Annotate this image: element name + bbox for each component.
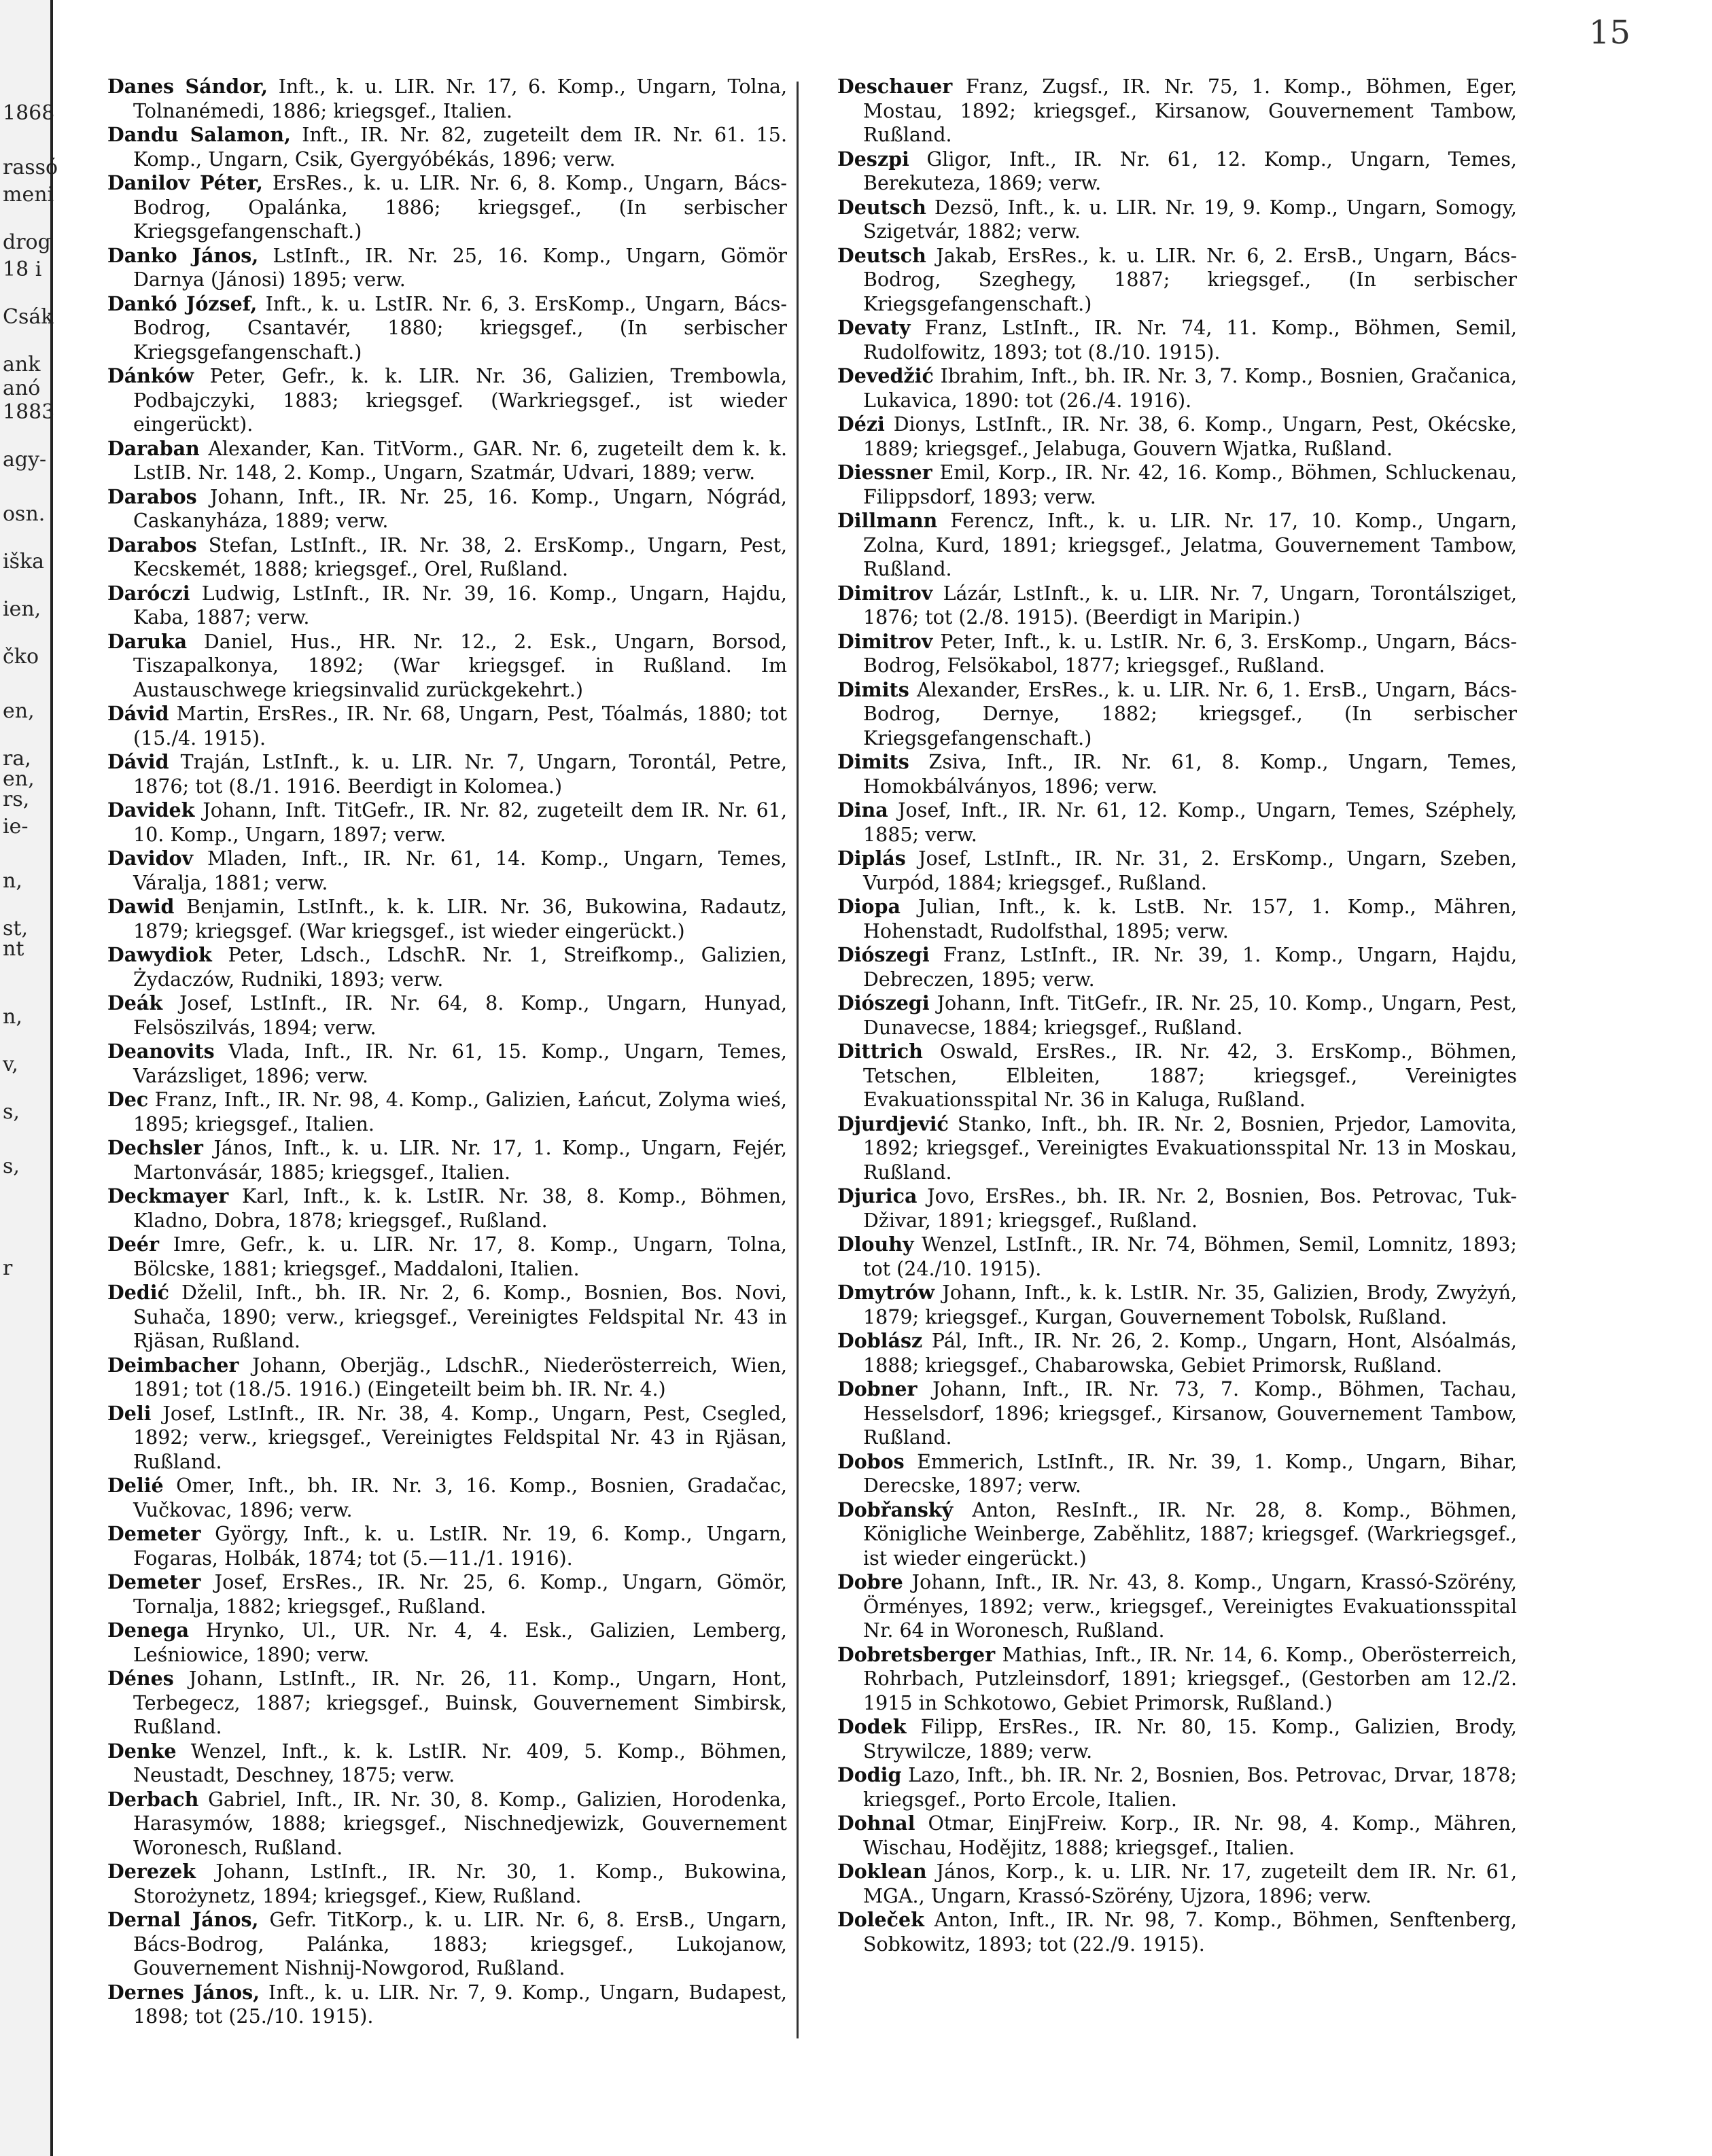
entry-details: Josef, ErsRes., IR. Nr. 25, 6. Komp., Ungarn, Gömör, Tornalja, 1882; kriegsgef., Rußland. bbox=[133, 1571, 787, 1618]
register-entry bbox=[837, 1812, 1517, 1860]
register-entry bbox=[837, 1281, 1517, 1329]
register-entry bbox=[107, 630, 787, 703]
margin-fragment: ra, bbox=[3, 747, 31, 771]
right-column bbox=[837, 75, 1517, 1956]
register-entry bbox=[837, 75, 1517, 147]
entry-details: Dezsö, Inft., k. u. LIR. Nr. 19, 9. Komp., Ungarn, Somogy, Szigetvár, 1882; verw. bbox=[863, 196, 1517, 243]
register-entry bbox=[107, 1739, 787, 1788]
register-entry bbox=[107, 123, 787, 171]
register-entry bbox=[107, 1474, 787, 1522]
entry-surname: Danes Sándor, bbox=[107, 75, 268, 98]
register-entry bbox=[837, 1184, 1517, 1233]
entry-details: Lazo, Inft., bh. IR. Nr. 2, Bosnien, Bos. Petrovac, Drvar, 1878; kriegsgef., Porto Ercole, Italien. bbox=[863, 1764, 1517, 1811]
margin-fragment: en, bbox=[3, 699, 35, 723]
entry-details: Johann, Inft., IR. Nr. 73, 7. Komp., Böhmen, Tachau, Hesselsdorf, 1896; kriegsgef., Kirsanow, Gouvernement Tambow, Rußland. bbox=[863, 1378, 1517, 1449]
entry-details: Jovo, ErsRes., bh. IR. Nr. 2, Bosnien, Bos. Petrovac, Tuk-Dživar, 1891; kriegsgef., Rußland. bbox=[863, 1185, 1517, 1232]
entry-details: Traján, LstInft., k. u. LIR. Nr. 7, Ungarn, Torontál, Petre, 1876; tot (8./1. 1916. Beerdigt in Kolomea.) bbox=[133, 751, 788, 798]
entry-surname: Deutsch bbox=[837, 243, 926, 267]
entry-details: LstInft., IR. Nr. 25, 16. Komp., Ungarn, Gömör Darnya (Jánosi) 1895; verw. bbox=[133, 244, 787, 291]
entry-details: Inft., k. u. LstIR. Nr. 6, 3. ErsKomp., Ungarn, Bács-Bodrog, Csantavér, 1880; kriegsgef., (In serbischer Kriegsgefangenschaft.) bbox=[133, 292, 787, 364]
entry-details: Johann, Oberjäg., LdschR., Niederösterreich, Wien, 1891; tot (18./5. 1916.) (Eingeteilt beim bh. IR. Nr. 4.) bbox=[133, 1354, 788, 1400]
entry-details: Peter, Inft., k. u. LstIR. Nr. 6, 3. ErsKomp., Ungarn, Bács-Bodrog, Felsökabol, 1877; kriegsgef., Rußland. bbox=[863, 630, 1517, 677]
register-entry bbox=[107, 991, 787, 1040]
entry-surname: Deutsch bbox=[837, 195, 926, 219]
entry-details: Inft., IR. Nr. 82, zugeteilt dem IR. Nr. 61. 15. Komp., Ungarn, Csik, Gyergyóbékás, 1896; verw. bbox=[133, 124, 787, 171]
margin-fragment: n, bbox=[3, 1005, 22, 1029]
entry-surname: Deák bbox=[107, 991, 163, 1014]
register-entry bbox=[107, 750, 787, 798]
entry-surname: Daruka bbox=[107, 629, 188, 653]
margin-fragment: drog bbox=[3, 230, 51, 254]
entry-details: Inft., k. u. LIR. Nr. 7, 9. Komp., Ungarn, Budapest, 1898; tot (25./10. 1915). bbox=[133, 1981, 787, 2028]
register-entry bbox=[107, 1981, 787, 2029]
entry-details: János, Korp., k. u. LIR. Nr. 17, zugeteilt dem IR. Nr. 61, MGA., Ungarn, Krassó-Szörény, Ujzora, 1896; verw. bbox=[863, 1860, 1518, 1907]
entry-surname: Dandu Salamon, bbox=[107, 123, 291, 146]
entry-surname: Darabos bbox=[107, 484, 197, 508]
entry-details: Johann, Inft., IR. Nr. 43, 8. Komp., Ungarn, Krassó-Szörény, Örményes, 1892; verw., kriegsgef., Vereinigtes Evakuationsspital Nr. 64 in Woronesch, Rußland. bbox=[863, 1571, 1517, 1642]
margin-fragment: rassó bbox=[3, 156, 58, 179]
entry-surname: Dimits bbox=[837, 677, 909, 701]
register-entry bbox=[837, 1763, 1517, 1812]
entry-surname: Doleček bbox=[837, 1908, 924, 1931]
register-entry bbox=[107, 1088, 787, 1136]
entry-details: Otmar, EinjFreiw. Korp., IR. Nr. 98, 4. Komp., Mähren, Wischau, Hodějitz, 1888; kriegsgef., Italien. bbox=[863, 1812, 1518, 1859]
entry-surname: Dobre bbox=[837, 1570, 903, 1593]
margin-fragment: n, bbox=[3, 869, 22, 893]
register-entry bbox=[107, 1788, 787, 1860]
register-entry bbox=[837, 582, 1517, 630]
register-entry bbox=[837, 1233, 1517, 1281]
register-entry bbox=[837, 1643, 1517, 1716]
entry-surname: Dimits bbox=[837, 750, 909, 773]
entry-surname: Dobos bbox=[837, 1449, 905, 1473]
entry-details: Ludwig, LstInft., IR. Nr. 39, 16. Komp., Ungarn, Hajdu, Kaba, 1887; verw. bbox=[133, 582, 787, 629]
entry-details: Dželil, Inft., bh. IR. Nr. 2, 6. Komp., Bosnien, Bos. Novi, Suhača, 1890; verw., kriegsgef., Vereinigtes Feldspital Nr. 43 in Rjäsan, Rußland. bbox=[133, 1282, 787, 1352]
entry-details: Dionys, LstInft., IR. Nr. 38, 6. Komp., Ungarn, Pest, Okécske, 1889; kriegsgef., Jelabuga, Gouvern Wjatka, Rußland. bbox=[863, 413, 1517, 460]
entry-details: Emil, Korp., IR. Nr. 42, 16. Komp., Böhmen, Schluckenau, Filippsdorf, 1893; verw. bbox=[863, 461, 1518, 508]
margin-fragment: Csák bbox=[3, 305, 54, 329]
entry-details: Omer, Inft., bh. IR. Nr. 3, 16. Komp., Bosnien, Gradačac, Vučkovac, 1896; verw. bbox=[133, 1474, 787, 1521]
entry-surname: Dimitrov bbox=[837, 629, 933, 653]
margin-fragment: čko bbox=[3, 645, 39, 669]
entry-details: Peter, Ldsch., LdschR. Nr. 1, Streifkomp., Galizien, Żydaczów, Rudniki, 1893; verw. bbox=[133, 944, 787, 991]
register-entry bbox=[837, 244, 1517, 317]
register-entry bbox=[107, 943, 787, 991]
entry-surname: Deli bbox=[107, 1401, 152, 1425]
register-entry bbox=[107, 798, 787, 847]
entry-details: Josef, LstInft., IR. Nr. 31, 2. ErsKomp., Ungarn, Szeben, Vurpód, 1884; kriegsgef., Rußland. bbox=[863, 847, 1517, 894]
entry-details: Pál, Inft., IR. Nr. 26, 2. Komp., Ungarn, Hont, Alsóalmás, 1888; kriegsgef., Chabarowska, Gebiet Primorsk, Rußland. bbox=[863, 1330, 1517, 1377]
register-entry bbox=[837, 1860, 1517, 1908]
register-entry bbox=[837, 750, 1517, 798]
entry-surname: Deanovits bbox=[107, 1040, 215, 1063]
register-entry bbox=[107, 364, 787, 437]
margin-fragment: s, bbox=[3, 1154, 20, 1178]
margin-fragment: meni bbox=[3, 183, 54, 207]
entry-details: Ibrahim, Inft., bh. IR. Nr. 3, 7. Komp., Bosnien, Gračanica, Lukavica, 1890: tot (26./4. 1916). bbox=[863, 365, 1517, 412]
entry-surname: Derezek bbox=[107, 1860, 196, 1883]
margin-fragment: ank bbox=[3, 353, 41, 376]
register-entry bbox=[837, 364, 1517, 412]
entry-details: Anton, Inft., IR. Nr. 98, 7. Komp., Böhmen, Senftenberg, Sobkowitz, 1893; tot (22./9. 1915). bbox=[863, 1909, 1517, 1956]
register-entry bbox=[837, 895, 1517, 943]
entry-details: Inft., k. u. LIR. Nr. 17, 6. Komp., Ungarn, Tolna, Tolnanémedi, 1886; kriegsgef., Italien. bbox=[133, 75, 788, 122]
register-entry bbox=[837, 630, 1517, 678]
register-entry bbox=[107, 1402, 787, 1474]
entry-surname: Diplás bbox=[837, 847, 906, 870]
entry-details: György, Inft., k. u. LstIR. Nr. 19, 6. Komp., Ungarn, Fogaras, Holbák, 1874; tot (5.—11./1. 1916). bbox=[133, 1523, 787, 1570]
entry-surname: Doblász bbox=[837, 1329, 923, 1352]
entry-surname: Dina bbox=[837, 798, 888, 821]
entry-details: Imre, Gefr., k. u. LIR. Nr. 17, 8. Komp., Ungarn, Tolna, Bölcske, 1881; kriegsgef., Maddaloni, Italien. bbox=[133, 1233, 787, 1280]
register-entry bbox=[107, 244, 787, 292]
entry-details: Josef, LstInft., IR. Nr. 38, 4. Komp., Ungarn, Pest, Csegled, 1892; verw., kriegsgef., Vereinigtes Feldspital Nr. 43 in Rjäsan, Rußland. bbox=[133, 1402, 787, 1473]
entry-surname: Dmytrów bbox=[837, 1281, 935, 1304]
entry-surname: Djurica bbox=[837, 1184, 918, 1207]
entry-details: Franz, LstInft., IR. Nr. 39, 1. Komp., Ungarn, Hajdu, Debreczen, 1895; verw. bbox=[863, 944, 1518, 991]
entry-surname: Dénes bbox=[107, 1667, 174, 1690]
entry-surname: Danilov Péter, bbox=[107, 171, 263, 194]
margin-fragment: agy- bbox=[3, 448, 47, 472]
register-entry bbox=[107, 1619, 787, 1667]
entry-surname: Dernes János, bbox=[107, 1980, 260, 2004]
margin-fragment: 1883 bbox=[3, 400, 55, 424]
page-number: 15 bbox=[1588, 14, 1630, 52]
entry-surname: Dec bbox=[107, 1088, 149, 1111]
entry-surname: Diószegi bbox=[837, 943, 930, 966]
entry-details: Julian, Inft., k. k. LstB. Nr. 157, 1. Komp., Mähren, Hohenstadt, Rudolfsthal, 1895; verw. bbox=[863, 896, 1517, 942]
entry-details: Johann, Inft. TitGefr., IR. Nr. 82, zugeteilt dem IR. Nr. 61, 10. Komp., Ungarn, 1897; verw. bbox=[133, 799, 787, 846]
entry-surname: Diessner bbox=[837, 461, 932, 484]
entry-details: Alexander, Kan. TitVorm., GAR. Nr. 6, zugeteilt dem k. k. LstIB. Nr. 148, 2. Komp., Ungarn, Szatmár, Udvari, 1889; verw. bbox=[133, 437, 787, 484]
column-divider bbox=[797, 82, 799, 2038]
margin-fragment: ien, bbox=[3, 597, 41, 621]
register-entry bbox=[107, 702, 787, 750]
entry-surname: Dobřanský bbox=[837, 1498, 954, 1521]
register-entry bbox=[837, 798, 1517, 847]
margin-fragment: anó bbox=[3, 376, 41, 400]
register-entry bbox=[107, 895, 787, 943]
entry-surname: Davidek bbox=[107, 798, 195, 821]
entry-details: Stefan, LstInft., IR. Nr. 38, 2. ErsKomp., Ungarn, Pest, Kecskemét, 1888; kriegsgef., Orel, Rußland. bbox=[133, 533, 788, 580]
register-entry bbox=[837, 509, 1517, 582]
register-entry bbox=[107, 1233, 787, 1281]
entry-details: Anton, ResInft., IR. Nr. 28, 8. Komp., Böhmen, Königliche Weinberge, Zaběhlitz, 1887; kriegsgef. (Warkriegsgef., ist wieder eingerückt.) bbox=[863, 1498, 1518, 1570]
entry-details: Josef, Inft., IR. Nr. 61, 12. Komp., Ungarn, Temes, Széphely, 1885; verw. bbox=[863, 799, 1518, 846]
entry-surname: Daróczi bbox=[107, 581, 190, 605]
register-entry bbox=[107, 1136, 787, 1184]
entry-details: Mladen, Inft., IR. Nr. 61, 14. Komp., Ungarn, Temes, Váralja, 1881; verw. bbox=[133, 847, 787, 894]
register-entry bbox=[837, 461, 1517, 509]
entry-surname: Demeter bbox=[107, 1570, 201, 1593]
register-entry bbox=[107, 437, 787, 485]
entry-details: Gefr. TitKorp., k. u. LIR. Nr. 6, 8. ErsB., Ungarn, Bács-Bodrog, Palánka, 1883; kriegsgef., Lukojanow, Gouvernement Nishnij-Nowgorod, Rußland. bbox=[133, 1909, 787, 1979]
entry-details: Oswald, ErsRes., IR. Nr. 42, 3. ErsKomp., Böhmen, Tetschen, Elbleiten, 1887; kriegsgef., Vereinigtes Evakuationsspital Nr. 36 in Kaluga, Rußland. bbox=[863, 1040, 1517, 1111]
entry-surname: Dobner bbox=[837, 1377, 918, 1400]
margin-fragment: ie- bbox=[3, 815, 29, 838]
register-entry bbox=[837, 1715, 1517, 1763]
register-entry bbox=[107, 1860, 787, 1908]
entry-details: Wenzel, LstInft., IR. Nr. 74, Böhmen, Semil, Lomnitz, 1893; tot (24./10. 1915). bbox=[863, 1233, 1517, 1280]
margin-fragment: r bbox=[3, 1256, 13, 1280]
entry-surname: Darabos bbox=[107, 533, 197, 556]
entry-details: Johann, Inft., k. k. LstIR. Nr. 35, Galizien, Brody, Zwyżyń, 1879; kriegsgef., Kurgan, Gouvernement Tobolsk, Rußland. bbox=[863, 1282, 1518, 1328]
entry-surname: Demeter bbox=[107, 1522, 201, 1545]
entry-surname: Deimbacher bbox=[107, 1353, 239, 1377]
margin-fragment: rs, bbox=[3, 788, 30, 811]
entry-details: Benjamin, LstInft., k. k. LIR. Nr. 36, Bukowina, Radautz, 1879; kriegsgef. (War kriegsgef., ist wieder eingerückt.) bbox=[133, 896, 787, 942]
entry-details: Martin, ErsRes., IR. Nr. 68, Ungarn, Pest, Tóalmás, 1880; tot (15./4. 1915). bbox=[133, 703, 787, 749]
register-entry bbox=[837, 196, 1517, 244]
entry-details: Gligor, Inft., IR. Nr. 61, 12. Komp., Ungarn, Temes, Berekuteza, 1869; verw. bbox=[863, 147, 1517, 194]
entry-details: Daniel, Hus., HR. Nr. 12., 2. Esk., Ungarn, Borsod, Tiszapalkonya, 1892; (War kriegsgef. in Rußland. Im Austauschwege kriegsinvalid zurückgekehrt.) bbox=[133, 630, 788, 701]
left-column bbox=[107, 75, 787, 2029]
register-entry bbox=[107, 582, 787, 630]
entry-surname: Djurdjević bbox=[837, 1112, 949, 1135]
entry-surname: Dávid bbox=[107, 702, 169, 725]
margin-fragment: iška bbox=[3, 550, 45, 573]
entry-surname: Daraban bbox=[107, 436, 200, 460]
entry-details: Stanko, Inft., bh. IR. Nr. 2, Bosnien, Prjedor, Lamovita, 1892; kriegsgef., Vereinigtes Evakuationsspital Nr. 13 in Moskau, Rußland. bbox=[863, 1112, 1517, 1184]
entry-surname: Diopa bbox=[837, 895, 901, 918]
register-entry bbox=[107, 1040, 787, 1088]
entry-surname: Deszpi bbox=[837, 147, 909, 171]
entry-surname: Dézi bbox=[837, 412, 885, 436]
entry-details: Josef, LstInft., IR. Nr. 64, 8. Komp., Ungarn, Hunyad, Felsöszilvás, 1894; verw. bbox=[133, 992, 788, 1039]
register-entry bbox=[837, 1040, 1517, 1112]
entry-details: Ferencz, Inft., k. u. LIR. Nr. 17, 10. Komp., Ungarn, Zolna, Kurd, 1891; kriegsgef., Jelatma, Gouvernement Tambow, Rußland. bbox=[863, 510, 1517, 580]
entry-surname: Dillmann bbox=[837, 509, 938, 532]
entry-surname: Delié bbox=[107, 1474, 164, 1497]
register-entry bbox=[107, 1281, 787, 1354]
register-entry bbox=[107, 1570, 787, 1619]
entry-surname: Diószegi bbox=[837, 991, 930, 1014]
entry-surname: Dimitrov bbox=[837, 581, 933, 605]
entry-details: Zsiva, Inft., IR. Nr. 61, 8. Komp., Ungarn, Temes, Homokbálványos, 1896; verw. bbox=[863, 751, 1517, 798]
entry-surname: Dlouhy bbox=[837, 1233, 914, 1256]
entry-details: Filipp, ErsRes., IR. Nr. 80, 15. Komp., Galizien, Brody, Strywilcze, 1889; verw. bbox=[863, 1716, 1517, 1763]
entry-surname: Deschauer bbox=[837, 75, 953, 98]
register-entry bbox=[107, 485, 787, 533]
entry-surname: Deckmayer bbox=[107, 1184, 229, 1207]
entry-details: ErsRes., k. u. LIR. Nr. 6, 8. Komp., Ungarn, Bács-Bodrog, Opalánka, 1886; kriegsgef., (In serbischer Kriegsgefangenschaft.) bbox=[133, 172, 787, 243]
entry-surname: Davidov bbox=[107, 847, 194, 870]
margin-fragment: 1868 bbox=[3, 101, 55, 125]
entry-surname: Dedić bbox=[107, 1281, 169, 1304]
register-entry bbox=[837, 316, 1517, 364]
entry-details: Franz, Inft., IR. Nr. 98, 4. Komp., Galizien, Łańcut, Zolyma wieś, 1895; kriegsgef., Italien. bbox=[133, 1089, 787, 1135]
entry-details: Johann, Inft. TitGefr., IR. Nr. 25, 10. Komp., Ungarn, Pest, Dunavecse, 1884; kriegsgef., Rußland. bbox=[863, 992, 1517, 1039]
register-entry bbox=[837, 1377, 1517, 1450]
register-entry bbox=[107, 1667, 787, 1739]
register-entry bbox=[107, 1184, 787, 1233]
register-entry bbox=[107, 1908, 787, 1981]
margin-fragment: s, bbox=[3, 1100, 20, 1124]
register-entry bbox=[837, 1908, 1517, 1956]
entry-surname: Dawydiok bbox=[107, 943, 212, 966]
entry-details: Lázár, LstInft., k. u. LIR. Nr. 7, Ungarn, Torontálsziget, 1876; tot (2./8. 1915). (Beerdigt in Maripin.) bbox=[863, 582, 1518, 629]
entry-details: Vlada, Inft., IR. Nr. 61, 15. Komp., Ungarn, Temes, Varázsliget, 1896; verw. bbox=[133, 1040, 787, 1087]
register-entry bbox=[837, 943, 1517, 991]
register-entry bbox=[107, 171, 787, 244]
register-entry bbox=[837, 991, 1517, 1040]
entry-surname: Dittrich bbox=[837, 1040, 923, 1063]
entry-details: Wenzel, Inft., k. k. LstIR. Nr. 409, 5. Komp., Böhmen, Neustadt, Deschney, 1875; verw. bbox=[133, 1739, 787, 1786]
margin-fragment: nt bbox=[3, 937, 24, 961]
register-entry bbox=[107, 75, 787, 123]
entry-details: Karl, Inft., k. k. LstIR. Nr. 38, 8. Komp., Böhmen, Kladno, Dobra, 1878; kriegsgef., Rußland. bbox=[133, 1185, 787, 1232]
entry-details: János, Inft., k. u. LIR. Nr. 17, 1. Komp., Ungarn, Fejér, Martonvásár, 1885; kriegsgef., Italien. bbox=[133, 1137, 788, 1184]
register-entry bbox=[837, 1329, 1517, 1377]
register-entry bbox=[837, 1498, 1517, 1571]
register-entry bbox=[837, 1570, 1517, 1643]
entry-surname: Denke bbox=[107, 1739, 177, 1763]
entry-details: Jakab, ErsRes., k. u. LIR. Nr. 6, 2. ErsB., Ungarn, Bács-Bodrog, Szeghegy, 1887; kriegsgef., (In serbischer Kriegsgefangenschaft.) bbox=[863, 244, 1517, 315]
entry-surname: Denega bbox=[107, 1619, 190, 1642]
entry-surname: Dávid bbox=[107, 750, 169, 773]
register-entry bbox=[837, 147, 1517, 196]
entry-surname: Dohnal bbox=[837, 1812, 915, 1835]
entry-surname: Dankó József, bbox=[107, 291, 258, 315]
entry-details: Peter, Gefr., k. k. LIR. Nr. 36, Galizien, Trembowla, Podbajczyki, 1883; kriegsgef. (Warkriegsgef., ist wieder eingerückt). bbox=[133, 365, 787, 436]
entry-details: Hrynko, Ul., UR. Nr. 4, 4. Esk., Galizien, Lemberg, Leśniowice, 1890; verw. bbox=[133, 1619, 787, 1666]
previous-page-edge bbox=[0, 0, 58, 2156]
register-entry bbox=[107, 533, 787, 582]
register-entry bbox=[107, 1354, 787, 1402]
entry-details: Johann, Inft., IR. Nr. 25, 16. Komp., Ungarn, Nógrád, Caskanyháza, 1889; verw. bbox=[133, 485, 787, 532]
entry-surname: Dodig bbox=[837, 1763, 902, 1786]
entry-surname: Dobretsberger bbox=[837, 1642, 996, 1666]
register-entry bbox=[837, 412, 1517, 461]
entry-details: Emmerich, LstInft., IR. Nr. 39, 1. Komp., Ungarn, Bihar, Derecske, 1897; verw. bbox=[863, 1450, 1518, 1497]
entry-surname: Dodek bbox=[837, 1715, 907, 1738]
entry-surname: Deér bbox=[107, 1233, 159, 1256]
entry-details: Mathias, Inft., IR. Nr. 14, 6. Komp., Oberösterreich, Rohrbach, Putzleinsdorf, 1891; kriegsgef., (Gestorben am 12./2. 1915 in Schkotowo, Gebiet Primorsk, Rußland.) bbox=[863, 1643, 1517, 1714]
entry-surname: Devedžić bbox=[837, 364, 934, 387]
entry-surname: Doklean bbox=[837, 1860, 927, 1883]
register-entry bbox=[837, 1450, 1517, 1498]
entry-surname: Dánków bbox=[107, 364, 194, 387]
register-entry bbox=[107, 292, 787, 365]
margin-fragment: st, bbox=[3, 917, 28, 940]
entry-surname: Danko János, bbox=[107, 243, 259, 267]
margin-fragment: 18 i bbox=[3, 258, 42, 281]
register-entry bbox=[837, 678, 1517, 751]
margin-fragment: en, bbox=[3, 767, 35, 791]
margin-fragment: v, bbox=[3, 1053, 18, 1076]
entry-details: Gabriel, Inft., IR. Nr. 30, 8. Komp., Galizien, Horodenka, Harasymów, 1888; kriegsgef., Nischnedjewizk, Gouvernement Woronesch, Rußland. bbox=[133, 1788, 787, 1859]
register-entry bbox=[107, 847, 787, 895]
register-entry bbox=[107, 1522, 787, 1570]
entry-details: Johann, LstInft., IR. Nr. 30, 1. Komp., Bukowina, Storożynetz, 1894; kriegsgef., Kiew, Rußland. bbox=[133, 1860, 787, 1907]
entry-surname: Derbach bbox=[107, 1787, 199, 1811]
entry-details: Johann, LstInft., IR. Nr. 26, 11. Komp., Ungarn, Hont, Terbegecz, 1887; kriegsgef., Buinsk, Gouvernement Simbirsk, Rußland. bbox=[133, 1667, 787, 1738]
register-entry bbox=[837, 847, 1517, 895]
entry-details: Franz, Zugsf., IR. Nr. 75, 1. Komp., Böhmen, Eger, Mostau, 1892; kriegsgef., Kirsanow, Gouvernement Tambow, Rußland. bbox=[863, 75, 1518, 146]
entry-surname: Dechsler bbox=[107, 1136, 203, 1159]
entry-details: Alexander, ErsRes., k. u. LIR. Nr. 6, 1. ErsB., Ungarn, Bács-Bodrog, Dernye, 1882; kriegsgef., (In serbischer Kriegsgefangenschaft.) bbox=[863, 678, 1517, 749]
entry-surname: Devaty bbox=[837, 316, 911, 339]
entry-surname: Dawid bbox=[107, 895, 175, 918]
entry-surname: Dernal János, bbox=[107, 1908, 259, 1931]
register-entry bbox=[837, 1112, 1517, 1185]
margin-fragment: osn. bbox=[3, 502, 46, 526]
entry-details: Franz, LstInft., IR. Nr. 74, 11. Komp., Böhmen, Semil, Rudolfowitz, 1893; tot (8./10. 1915). bbox=[863, 317, 1517, 364]
